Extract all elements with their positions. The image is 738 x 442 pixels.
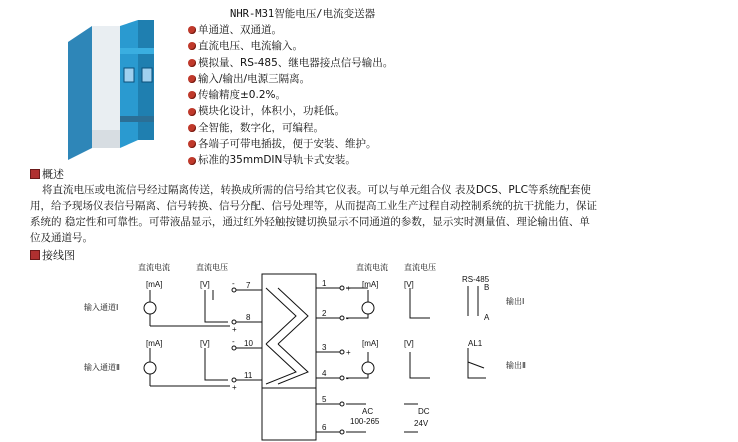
ac-label: AC bbox=[362, 407, 374, 416]
bullet-icon bbox=[188, 124, 196, 132]
terminal-11: 11 bbox=[244, 371, 253, 380]
wiring-heading: 接线图 bbox=[30, 247, 75, 263]
section-icon bbox=[30, 169, 40, 179]
channel-2-label: 输入通道Ⅱ bbox=[84, 363, 120, 372]
ac-range-label: 100-265 bbox=[350, 417, 380, 426]
rs485-label: RS-485 bbox=[462, 275, 490, 284]
bullet-icon bbox=[188, 42, 196, 50]
terminal-5: 5 bbox=[322, 395, 327, 404]
v-label: [V] bbox=[404, 339, 414, 348]
plus-sign: + bbox=[232, 325, 237, 334]
terminal-2: 2 bbox=[322, 309, 327, 318]
dc-value-label: 24V bbox=[414, 419, 429, 428]
dc-label: DC bbox=[418, 407, 430, 416]
plus-sign: + bbox=[346, 284, 351, 293]
rs485-b-label: B bbox=[484, 283, 490, 292]
terminal-1: 1 bbox=[322, 279, 327, 288]
terminal-10: 10 bbox=[244, 339, 253, 348]
bullet-icon bbox=[188, 140, 196, 148]
output-2-label: 输出Ⅱ bbox=[506, 361, 526, 370]
output-current-label: 直流电流 bbox=[356, 263, 388, 272]
v-label: [V] bbox=[200, 339, 210, 348]
minus-sign: - bbox=[232, 337, 235, 346]
bullet-icon bbox=[188, 59, 196, 67]
bullet-icon bbox=[188, 108, 196, 116]
v-label: [V] bbox=[404, 280, 414, 289]
overview-text: 将直流电压或电流信号经过隔离传送，转换成所需的信号给其它仪表。可以与单元组合仪 表及DCS、PLC等系统配套使用，给予现场仪表信号隔离、信号转换、信号分配、信号处理等，从而提高工业生产过程自动控制系统的抗干扰能力，保证系统的 稳定性和可靠性。可带液晶显示，通过红外轻触按键切换显示不同通道的参数，显示实时测量值、理论输出值、单位及通道号。 bbox=[30, 184, 597, 244]
feature-item: 标准的35mmDIN导轨卡式安装。 bbox=[188, 152, 393, 168]
feature-item: 模块化设计，体积小，功耗低。 bbox=[188, 103, 393, 119]
terminal-3: 3 bbox=[322, 343, 327, 352]
plus-sign: + bbox=[346, 348, 351, 357]
minus-sign: - bbox=[346, 374, 349, 383]
feature-item: 输入/输出/电源三隔离。 bbox=[188, 71, 393, 87]
minus-sign: - bbox=[346, 314, 349, 323]
ma-label: [mA] bbox=[146, 280, 163, 289]
bullet-icon bbox=[188, 75, 196, 83]
ma-label: [mA] bbox=[362, 280, 379, 289]
terminal-6: 6 bbox=[322, 423, 327, 432]
ma-label: [mA] bbox=[362, 339, 379, 348]
bullet-icon bbox=[188, 26, 196, 34]
al1-label: AL1 bbox=[468, 339, 483, 348]
bullet-icon bbox=[188, 157, 196, 165]
minus-sign: - bbox=[232, 279, 235, 288]
feature-item: 直流电压、电流输入。 bbox=[188, 38, 393, 54]
output-voltage-label: 直流电压 bbox=[404, 263, 436, 272]
input-voltage-label: 直流电压 bbox=[196, 263, 228, 272]
v-label: [V] bbox=[200, 280, 210, 289]
feature-item: 全智能，数字化，可编程。 bbox=[188, 120, 393, 136]
product-photo bbox=[62, 20, 162, 160]
wiring-diagram bbox=[0, 260, 738, 442]
channel-1-label: 输入通道Ⅰ bbox=[84, 303, 119, 312]
section-icon bbox=[30, 250, 40, 260]
feature-item: 传输精度±0.2%。 bbox=[188, 87, 393, 103]
input-current-label: 直流电流 bbox=[138, 263, 170, 272]
feature-item: 单通道、双通道。 bbox=[188, 22, 393, 38]
rs485-a-label: A bbox=[484, 313, 490, 322]
terminal-7: 7 bbox=[246, 281, 251, 290]
bullet-icon bbox=[188, 91, 196, 99]
plus-sign: + bbox=[232, 383, 237, 392]
product-title: NHR-M31智能电压/电流变送器 bbox=[230, 8, 376, 20]
feature-list bbox=[188, 22, 393, 169]
overview-heading: 概述 bbox=[30, 166, 64, 182]
terminal-8: 8 bbox=[246, 313, 251, 322]
terminal-4: 4 bbox=[322, 369, 327, 378]
feature-item: 模拟量、RS-485、继电器接点信号输出。 bbox=[188, 55, 393, 71]
feature-item: 各端子可带电插拔，便于安装、维护。 bbox=[188, 136, 393, 152]
output-1-label: 输出Ⅰ bbox=[506, 297, 525, 306]
ma-label: [mA] bbox=[146, 339, 163, 348]
